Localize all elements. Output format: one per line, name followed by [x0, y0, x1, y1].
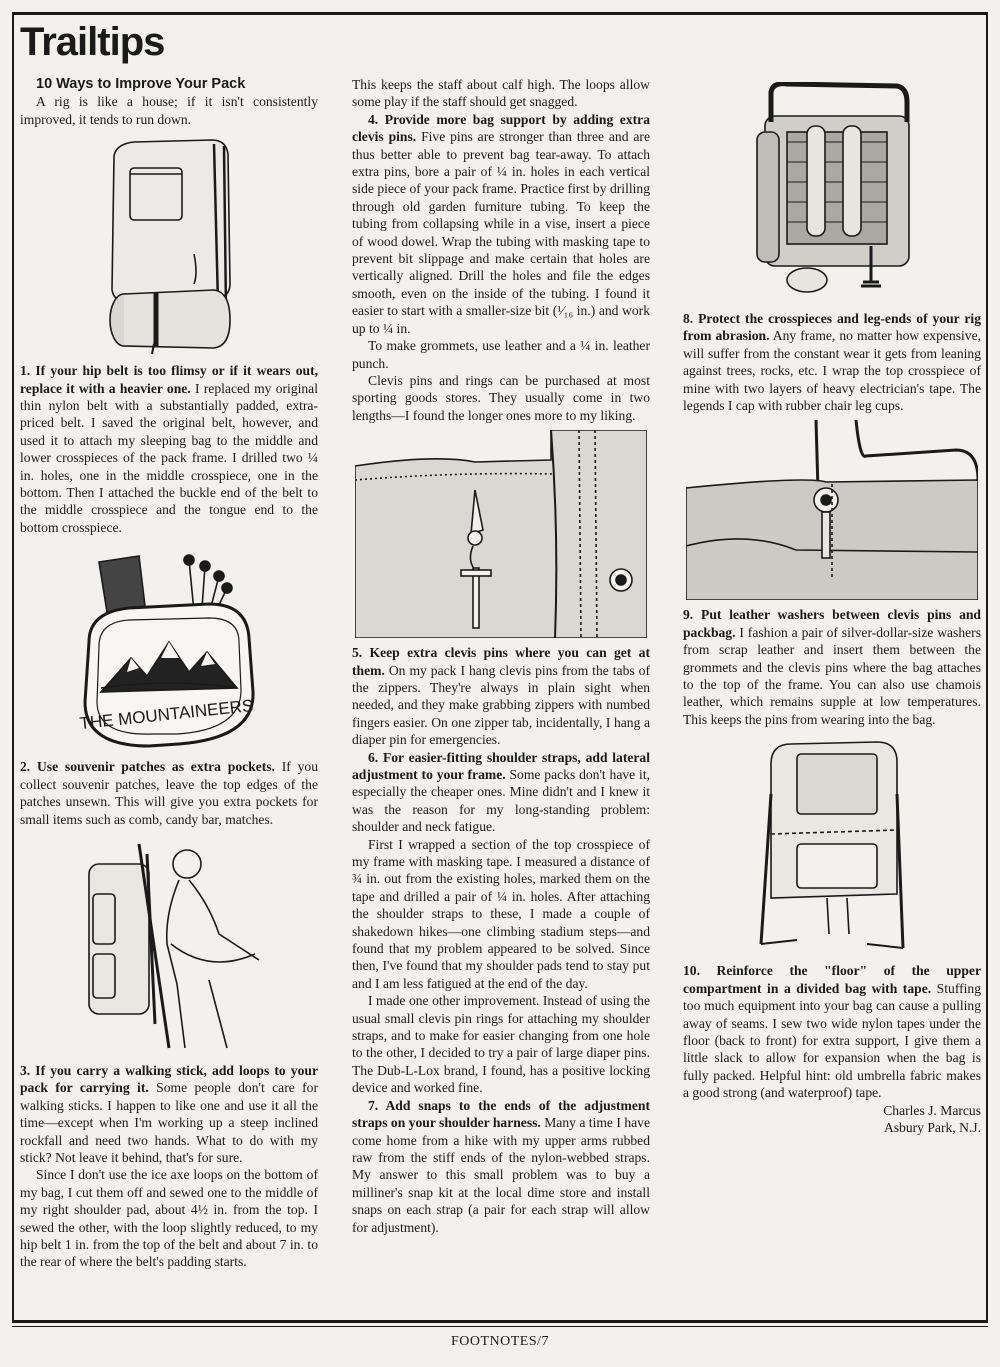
tip-9	[683, 606, 981, 728]
pack-with-sleeping-bag-illustration	[94, 134, 244, 356]
tip-3	[20, 1062, 318, 1166]
author-signature	[683, 1102, 981, 1137]
tip-9-body: I fashion a pair of silver-dollar-size washers from scrap leather and insert them between the grommets and the clevis pins where the bag attaches to the top of the frame. You can also use chamois leather, which remains supple at low temperatures. This keeps the pins from wearing into the bag.	[683, 624, 981, 727]
tip-3-paragraph-3: This keeps the staff about calf high. The loops allow some play if the staff should get snagged.	[352, 77, 650, 110]
tip-8-heading: 8. Protect the crosspieces and leg-ends of your rig from abrasion.	[683, 311, 981, 344]
top-rule	[12, 12, 988, 15]
page-footer: FOOTNOTES/7	[450, 1334, 550, 1349]
tip-1-body: I replaced my original thin nylon belt with a substantially padded, extra-priced belt. I saved the original belt, however, and used it to attach my sleeping bag to the middle and lower crosspieces of the pack frame. I drilled two ¼ in. holes, one in the middle crosspiece, one in the bottom. Then I attached the buckle end of the belt to the middle crosspiece and the tongue end to the bottom crosspiece.	[20, 380, 318, 535]
patch-label: THE MOUNTAINEERS	[78, 696, 255, 734]
tip-6-body: Some packs don't have it, especially the cheaper ones. Mine didn't and I knew it was the reason for my long-standing problem: shoulder and neck fatigue.	[352, 766, 650, 835]
tip-4-paragraph-3: Clevis pins and rings can be purchased at most sporting goods stores. They usually come in two lengths—I found the longer ones more to my liking.	[352, 372, 650, 423]
hiker-with-walking-stick-illustration	[59, 834, 279, 1056]
tip-6	[352, 749, 650, 836]
tip-7-heading: 7. Add snaps to the ends of the adjustment straps on your shoulder harness.	[352, 1097, 650, 1131]
leather-washer-illustration	[686, 420, 978, 600]
author-name: Charles J. Marcus	[883, 1102, 981, 1118]
intro-paragraph: A rig is like a house; if it isn't consistently improved, it tends to run down.	[20, 94, 318, 127]
tip-1-heading: 1. If your hip belt is too flimsy or if it wears out, replace it with a heavier one.	[20, 363, 318, 396]
tip-8	[683, 310, 981, 414]
tip-5-body: On my pack I hang clevis pins from the tabs of the zippers. They're always in plain sight when needed, and they make grabbing zippers with numbed fingers easier. On one zipper tab, incidentally, I hang a diaper pin for emergencies.	[352, 662, 650, 748]
tip-2	[20, 758, 318, 828]
mountaineers-patch-illustration	[69, 542, 269, 752]
tip-10-heading: 10. Reinforce the "floor" of the upper compartment in a divided bag with tape.	[683, 963, 981, 996]
tip-10-body: Stuffing too much equipment into your bag can cause a pulling away of seams. I sew two wide nylon tapes under the floor (back to front) for extra support, I give them a little slack to allow for expansion when the bag is fully packed. Helpful hint: old umbrella fabric makes a good strong (and waterproof) tape.	[683, 980, 981, 1101]
tip-6-paragraph-2: First I wrapped a section of the top crosspiece of my frame with masking tape. I measured a distance of ¾ in. out from the existing holes, marked them on the tape and drilled a pair of ¼ in. holes. After attaching the shoulder straps to these, I made a couple of shakedown hikes—one climbing stadium steps—and found that my problem appeared to be solved. Since then, I've found that my shoulder pads tend to stay put and I am less fatigued at the end of the day.	[352, 836, 650, 991]
tip-6-heading: 6. For easier-fitting shoulder straps, add lateral adjustment to your frame.	[352, 749, 650, 782]
tip-4-body: Five pins are stronger than three and are thus better able to prevent bag tear-away. To attach extra pins, bore a pair of ¼ in. holes in each vertical side piece of your pack frame. Practice first by drilling through old garden furniture tubing. To keep the tubing from collapsing while in a vise, insert a piece of wood dowel. Wrap the tubing with masking tape to prevent bit slippage and make certain that holes are vertically aligned. Drill the holes and file the edges smooth, even on the inside of the tubing. I found it easier to start with a smaller-size bit (¹⁄₁₆ in.) and work up to ¼ in.	[352, 129, 650, 336]
tip-7	[352, 1097, 650, 1236]
zipper-clevis-pin-illustration	[355, 430, 647, 638]
tip-3-body: Some people don't care for walking sticks. I happen to like one and use it all the time—except when I'm working up a steep inclined rockfall and need two hands. What to do with my stick? Not leave it behind, that's for sure.	[20, 1080, 318, 1165]
tip-6-paragraph-3: I made one other improvement. Instead of using the usual small clevis pin rings for attaching my shoulder straps, and to make for easier changing from one hole to the other, I decided to try a pair of large diaper pins. The Dub-L-Lox brand, I found, has a positive locking device and worked fine.	[352, 993, 650, 1096]
tip-7-body: Many a time I have come home from a hike with my upper arms rubbed raw from the stiff ends of the nylon-webbed straps. My answer to this small problem was to buy a milliner's snap kit at the local dime store and install snaps on each strap (a pair for each strap will allow for adjustment).	[352, 1115, 650, 1235]
tip-4-paragraph-2: To make grommets, use leather and a ¼ in. leather punch.	[352, 338, 650, 371]
bottom-rule	[12, 1320, 988, 1323]
tip-2-body: If you collect souvenir patches, leave the top edges of the patches unsewn. This will give you extra pockets for small items such as comb, candy bar, matches.	[20, 759, 318, 827]
tip-2-heading: 2. Use souvenir patches as extra pockets.	[20, 759, 275, 775]
divided-packbag-illustration	[757, 734, 907, 956]
tip-8-body: Any frame, no matter how expensive, will suffer from the constant wear it gets from leaning against trees, rocks, etc. I wrap the top crosspiece of mine with two layers of heavy electrician's tape. The legends I cap with rubber chair leg cups.	[683, 328, 982, 414]
bottom-rule-thin	[12, 1326, 988, 1327]
tip-10	[683, 962, 981, 1101]
masthead-title: Trailtips	[20, 20, 165, 64]
article-title: 10 Ways to Improve Your Pack	[36, 76, 246, 92]
taped-frame-illustration	[747, 82, 917, 304]
tip-3-paragraph-2: Since I don't use the ice axe loops on the bottom of my bag, I cut them off and sewed one to the middle of my right shoulder pad, about 4½ in. from the top. I sewed the other, with the loop slightly reduced, to my hip belt 1 in. from the top of the belt and about 7 in. to the rear of where the belt's padding starts.	[20, 1167, 318, 1270]
tip-3-heading: 3. If you carry a walking stick, add loops to your pack for carrying it.	[20, 1062, 318, 1096]
column-1	[20, 76, 318, 1271]
tip-5-heading: 5. Keep extra clevis pins where you can get at them.	[352, 645, 650, 678]
column-2	[352, 76, 650, 1236]
tip-1	[20, 362, 318, 536]
tip-9-heading: 9. Put leather washers between clevis pins and packbag.	[683, 607, 981, 640]
column-3	[683, 76, 981, 1136]
tip-5	[352, 644, 650, 748]
author-place: Asbury Park, N.J.	[883, 1119, 981, 1135]
tip-4	[352, 111, 650, 337]
tip-4-heading: 4. Provide more bag support by adding extra clevis pins.	[352, 111, 650, 145]
